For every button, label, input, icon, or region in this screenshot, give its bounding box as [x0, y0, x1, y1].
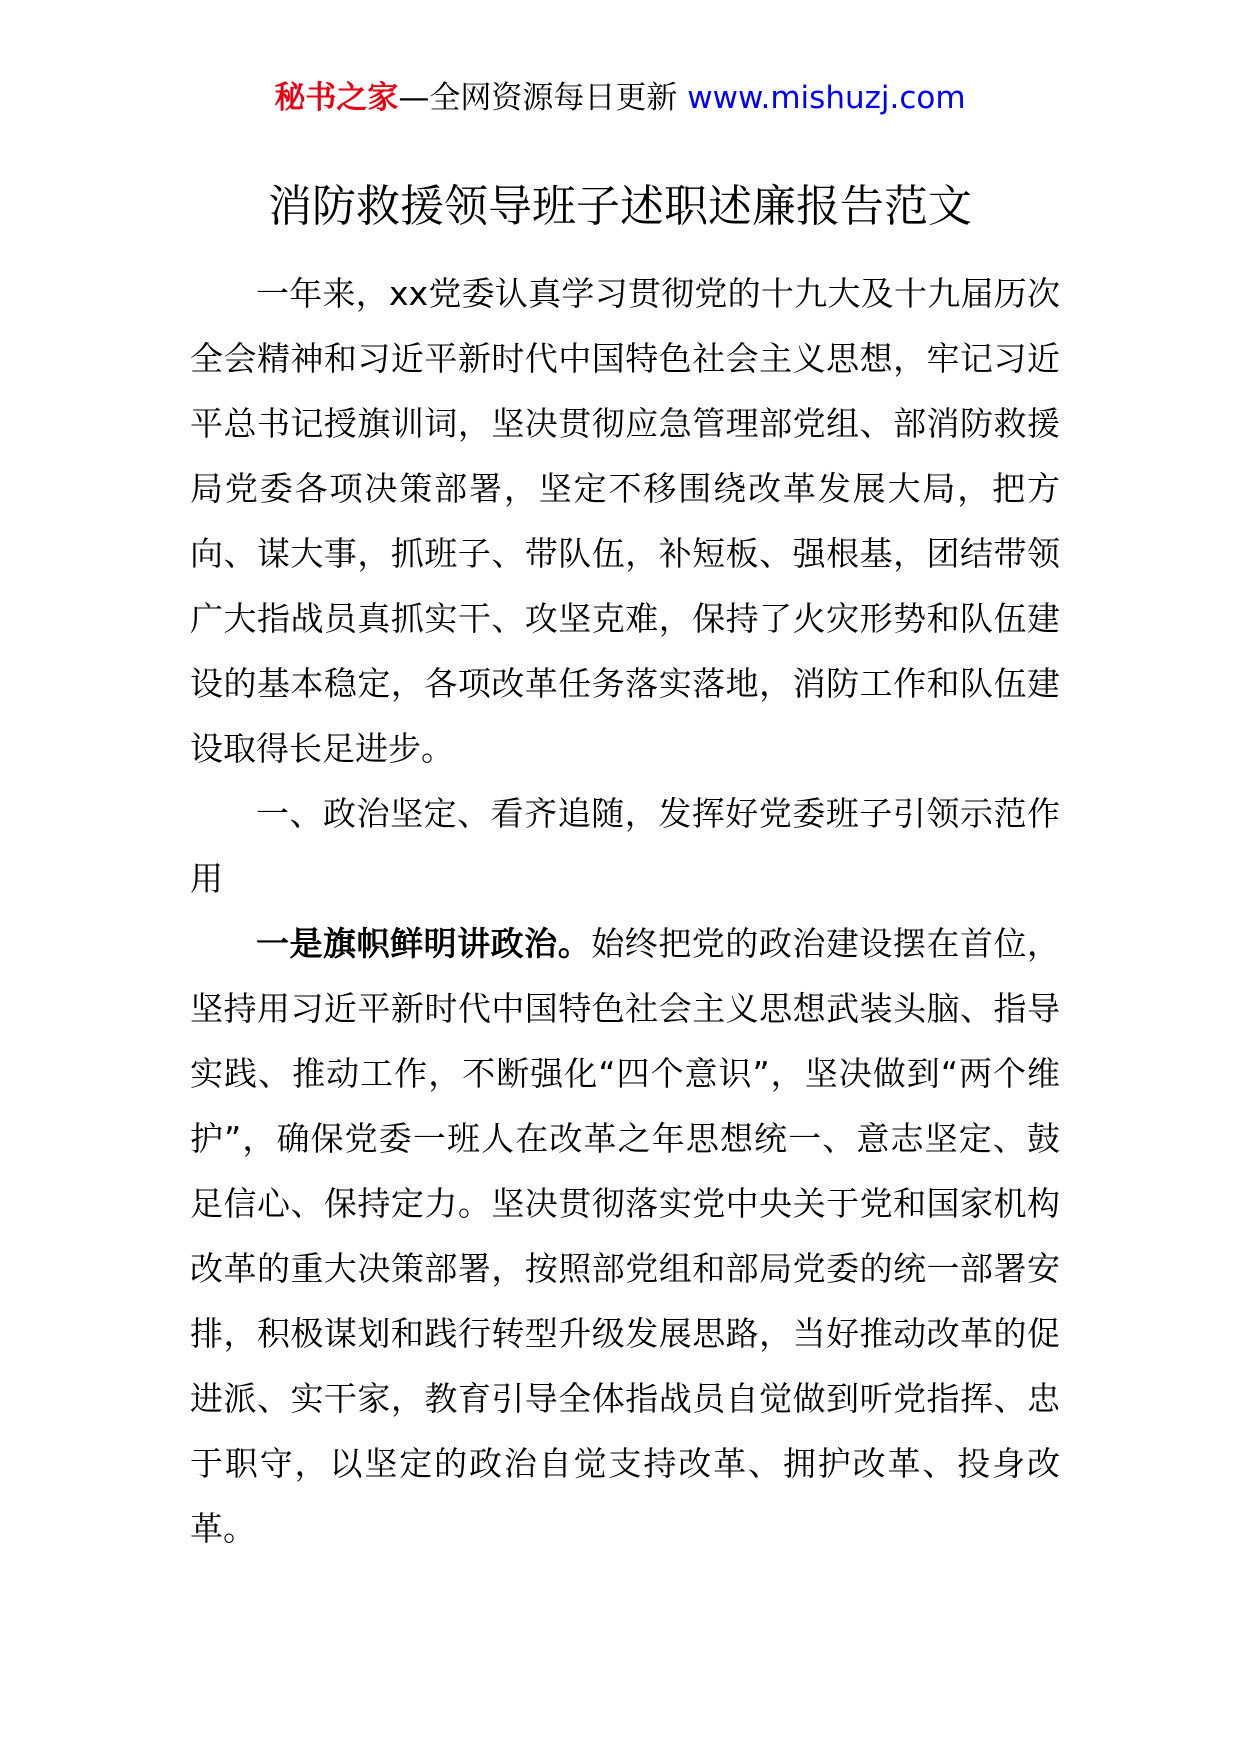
brand-name: 秘书之家	[274, 80, 399, 116]
paragraph-lead: 一是旗帜鲜明讲政治。	[256, 924, 592, 963]
intro-paragraph: 一年来，xx党委认真学习贯彻党的十九大及十九届历次全会精神和习近平新时代中国特色社会主义思想，牢记习近平总书记授旗训词，坚决贯彻应急管理部党组、部消防救援局党委各项决策部署，坚定不移围绕改革发展大局，把方向、谋大事，抓班子、带队伍，补短板、强根基，团结带领广大指战员真抓实干、攻坚克难，保持了火灾形势和队伍建设的基本稳定，各项改革任务落实落地，消防工作和队伍建设取得长足进步。	[190, 274, 1060, 768]
document-title: 消防救援领导班子述职述廉报告范文	[268, 181, 972, 232]
document-body	[190, 261, 1060, 1561]
section-heading: 一、政治坚定、看齐追随，发挥好党委班子引领示范作用	[190, 794, 1060, 898]
paragraph-text: 始终把党的政治建设摆在首位，坚持用习近平新时代中国特色社会主义思想武装头脑、指导实践、推动工作，不断强化“四个意识”，坚决做到“两个维护”，确保党委一班人在改革之年思想统一、意志坚定、鼓足信心、保持定力。坚决贯彻落实党中央关于党和国家机构改革的重大决策部署，按照部党组和部局党委的统一部署安排，积极谋划和践行转型升级发展思路，当好推动改革的促进派、实干家，教育引导全体指战员自觉做到听党指挥、忠于职守，以坚定的政治自觉支持改革、拥护改革、投身改革。	[190, 924, 1061, 1548]
site-header	[0, 78, 1240, 118]
body-paragraph	[190, 911, 1060, 1561]
site-tagline: —全网资源每日更新	[398, 80, 688, 116]
site-url-link[interactable]: www.mishuzj.com	[687, 80, 966, 116]
